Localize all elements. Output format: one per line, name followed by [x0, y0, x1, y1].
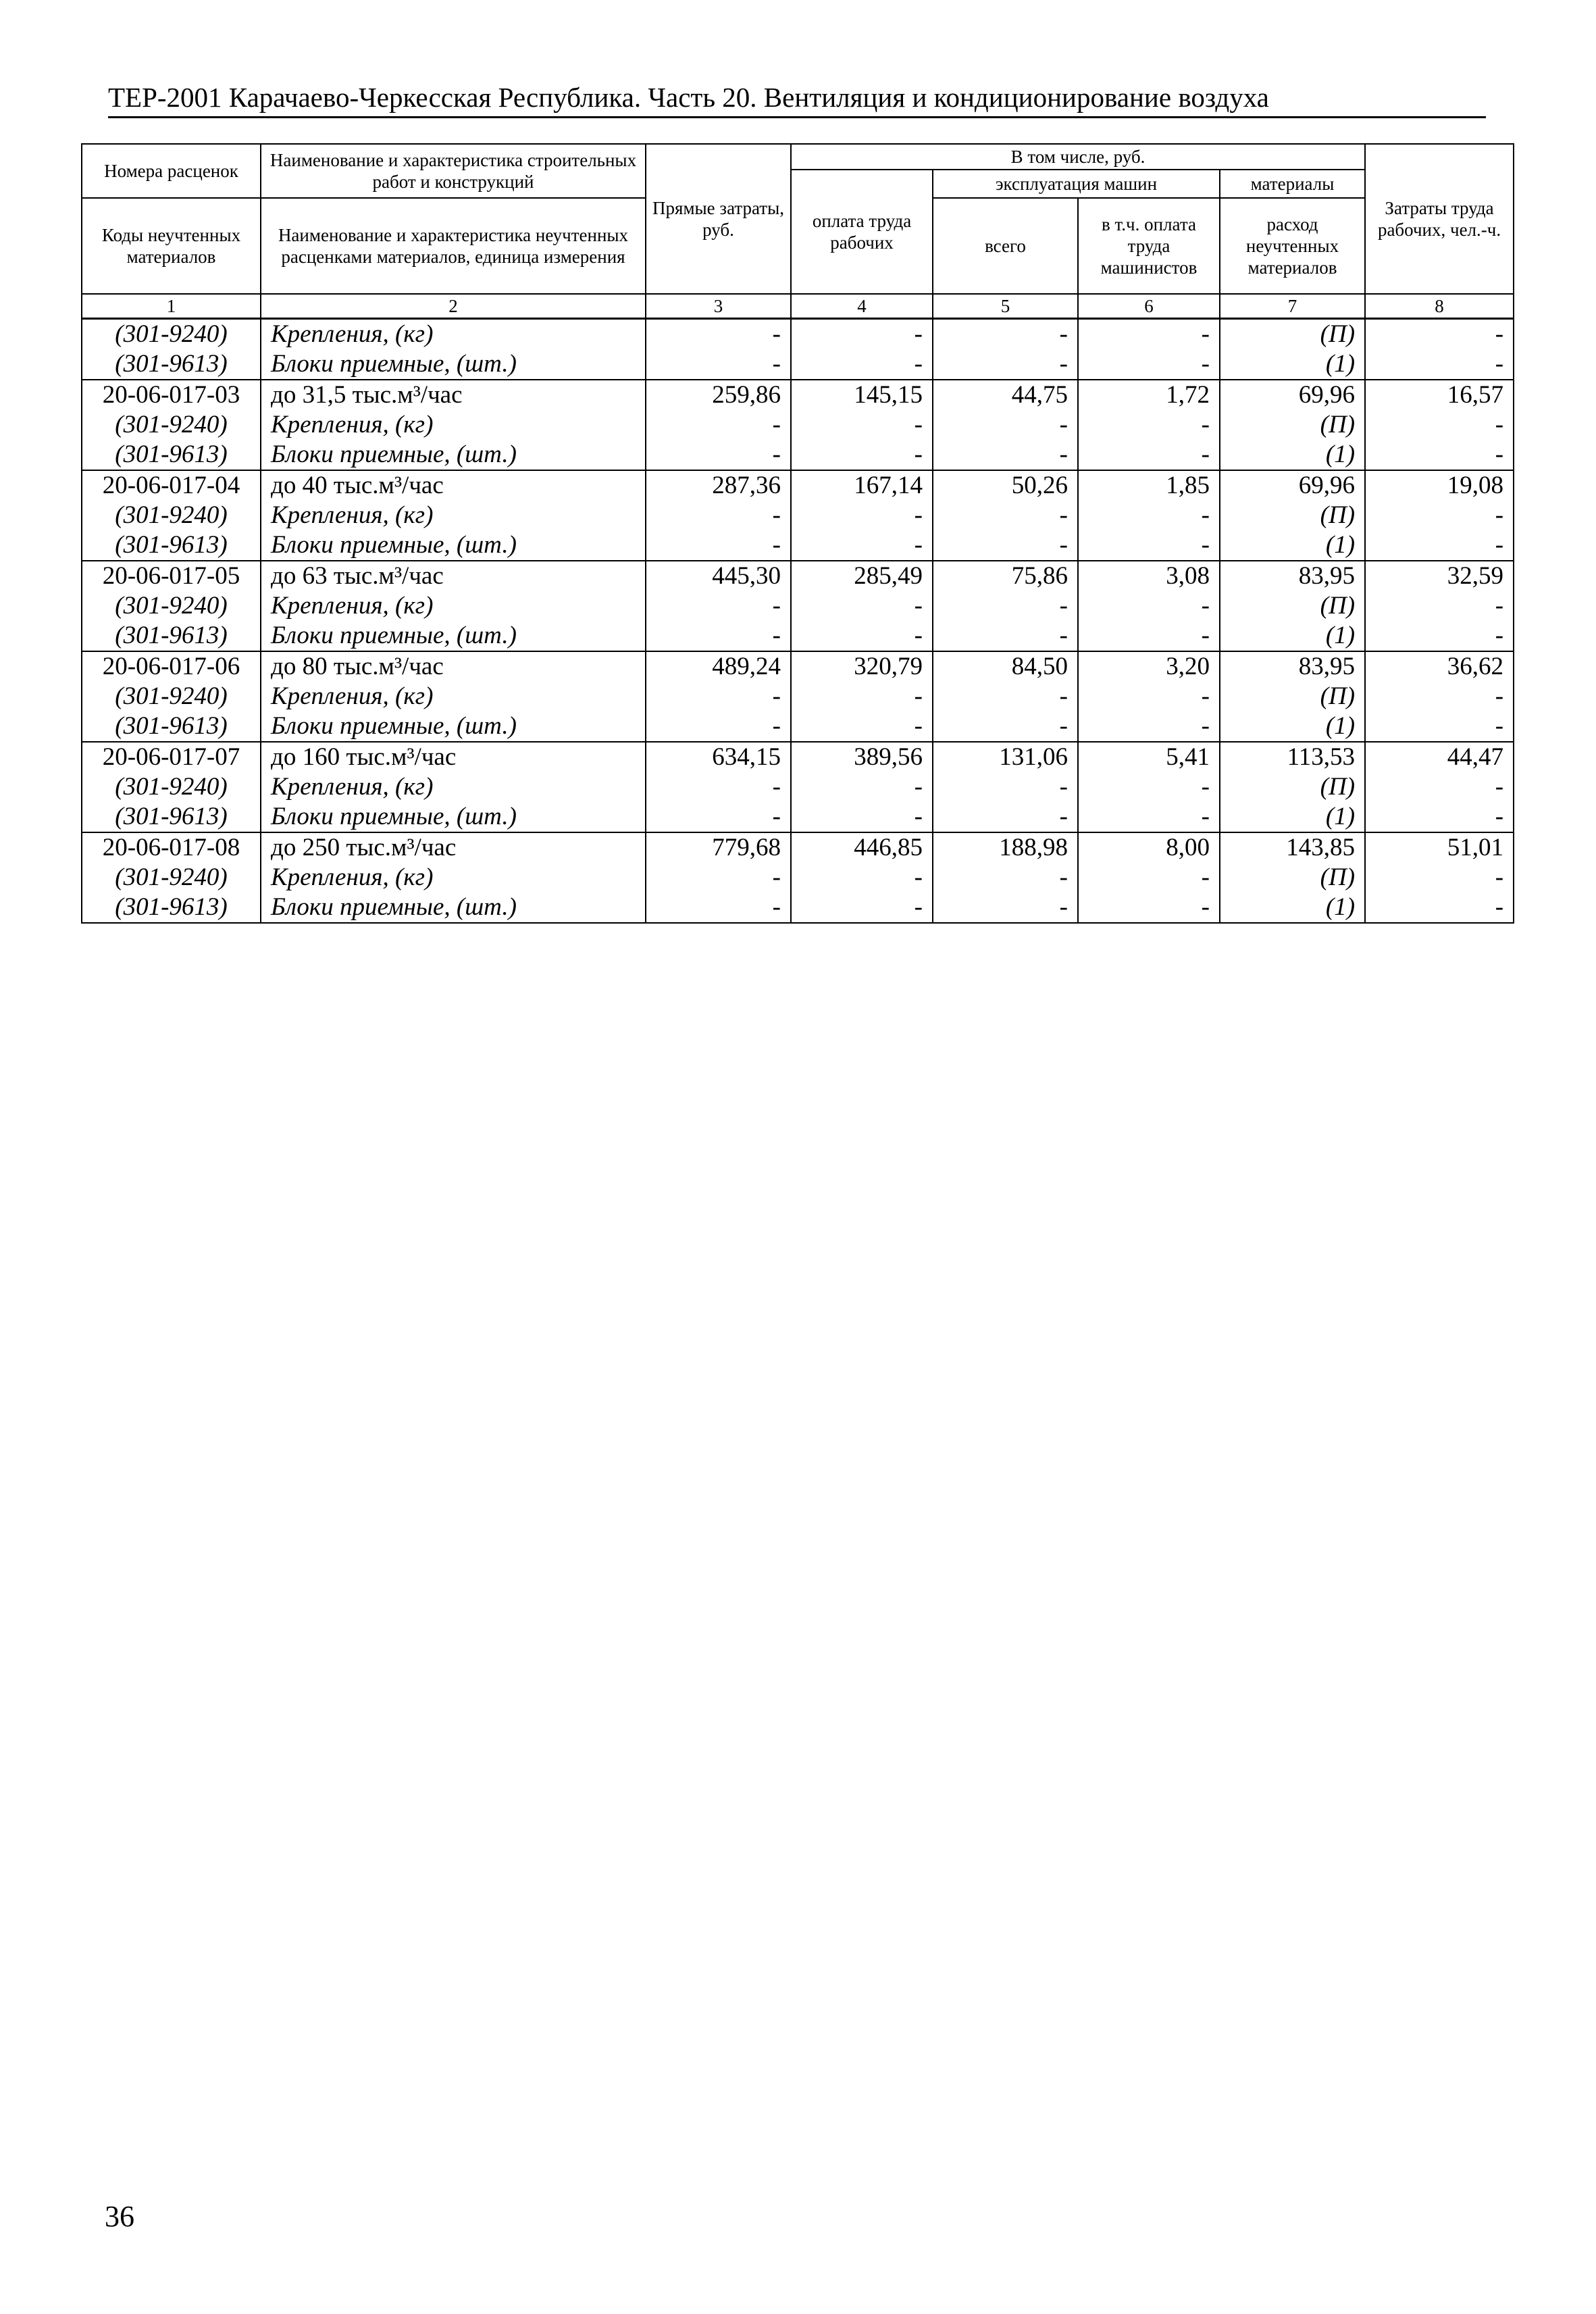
labor-hours-cell: - — [1365, 863, 1514, 892]
rate-code-cell: 20-06-017-06 — [82, 651, 261, 682]
labor-hours-cell: - — [1365, 682, 1514, 711]
direct-costs-cell: 287,36 — [646, 470, 791, 501]
labor-hours-cell: 51,01 — [1365, 832, 1514, 863]
labor-hours-cell: - — [1365, 711, 1514, 742]
column-number: 7 — [1220, 294, 1365, 319]
materials-cell: (1) — [1220, 349, 1365, 380]
materials-cell: (1) — [1220, 621, 1365, 651]
materials-cell: 83,95 — [1220, 651, 1365, 682]
rate-code-cell: (301-9613) — [82, 440, 261, 470]
direct-costs-cell: - — [646, 892, 791, 923]
machinist-pay-cell: - — [1078, 711, 1220, 742]
labor-hours-cell: - — [1365, 501, 1514, 530]
direct-costs-cell: - — [646, 349, 791, 380]
item-name-cell: Блоки приемные, (шт.) — [261, 440, 646, 470]
rate-code-cell: 20-06-017-03 — [82, 380, 261, 410]
rate-code-cell: (301-9613) — [82, 621, 261, 651]
item-name-cell: Блоки приемные, (шт.) — [261, 621, 646, 651]
table-row — [82, 772, 1514, 802]
rate-code-cell: (301-9240) — [82, 410, 261, 440]
column-number: 3 — [646, 294, 791, 319]
item-name-cell: Крепления, (кг) — [261, 501, 646, 530]
machine-ops-cell: 84,50 — [933, 651, 1078, 682]
rate-code-cell: (301-9613) — [82, 892, 261, 923]
machinist-pay-cell: - — [1078, 501, 1220, 530]
item-name-cell: Блоки приемные, (шт.) — [261, 892, 646, 923]
direct-costs-cell: - — [646, 863, 791, 892]
machine-ops-cell: 50,26 — [933, 470, 1078, 501]
item-name-cell: до 63 тыс.м³/час — [261, 561, 646, 591]
rate-code-cell: (301-9613) — [82, 530, 261, 561]
machinist-pay-cell: 3,20 — [1078, 651, 1220, 682]
direct-costs-cell: - — [646, 501, 791, 530]
table-row — [82, 470, 1514, 501]
machine-ops-cell: - — [933, 319, 1078, 350]
column-number: 5 — [933, 294, 1078, 319]
table-row — [82, 742, 1514, 772]
table-row — [82, 682, 1514, 711]
direct-costs-cell: - — [646, 530, 791, 561]
direct-costs-cell: - — [646, 440, 791, 470]
item-name-cell: Крепления, (кг) — [261, 591, 646, 621]
rate-code-cell: (301-9613) — [82, 349, 261, 380]
labor-hours-cell: - — [1365, 772, 1514, 802]
labor-pay-cell: - — [791, 802, 933, 832]
labor-pay-cell: - — [791, 319, 933, 350]
machine-ops-cell: - — [933, 410, 1078, 440]
materials-cell: (П) — [1220, 410, 1365, 440]
column-number: 8 — [1365, 294, 1514, 319]
labor-pay-cell: - — [791, 410, 933, 440]
table-row — [82, 410, 1514, 440]
machinist-pay-cell: - — [1078, 772, 1220, 802]
machinist-pay-cell: 3,08 — [1078, 561, 1220, 591]
labor-pay-cell: 446,85 — [791, 832, 933, 863]
labor-hours-cell: 32,59 — [1365, 561, 1514, 591]
column-number: 1 — [82, 294, 261, 319]
materials-cell: (П) — [1220, 319, 1365, 350]
rate-code-cell: (301-9240) — [82, 863, 261, 892]
machinist-pay-cell: - — [1078, 530, 1220, 561]
item-name-cell: до 40 тыс.м³/час — [261, 470, 646, 501]
materials-cell: (1) — [1220, 802, 1365, 832]
machine-ops-cell: - — [933, 621, 1078, 651]
header-machine-ops: эксплуатация машин — [933, 170, 1220, 198]
page-title: ТЕР-2001 Карачаево-Черкесская Республика. Часть 20. Вентиляция и кондиционирование воздуха — [108, 82, 1269, 113]
item-name-cell: Крепления, (кг) — [261, 682, 646, 711]
header-labor-pay: оплата труда рабочих — [791, 170, 933, 294]
machine-ops-cell: - — [933, 530, 1078, 561]
machinist-pay-cell: - — [1078, 319, 1220, 350]
direct-costs-cell: - — [646, 802, 791, 832]
item-name-cell: Крепления, (кг) — [261, 772, 646, 802]
header-materials: материалы — [1220, 170, 1365, 198]
header-machine-total: всего — [933, 198, 1078, 294]
labor-hours-cell: 16,57 — [1365, 380, 1514, 410]
header-including: В том числе, руб. — [791, 144, 1365, 170]
machine-ops-cell: 131,06 — [933, 742, 1078, 772]
rate-code-cell: (301-9240) — [82, 319, 261, 350]
rate-code-cell: 20-06-017-07 — [82, 742, 261, 772]
direct-costs-cell: - — [646, 621, 791, 651]
labor-hours-cell: - — [1365, 892, 1514, 923]
labor-hours-cell: - — [1365, 319, 1514, 350]
rate-code-cell: 20-06-017-04 — [82, 470, 261, 501]
labor-pay-cell: 320,79 — [791, 651, 933, 682]
header-machinist-pay: в т.ч. оплата труда машинистов — [1078, 198, 1220, 294]
materials-cell: (П) — [1220, 501, 1365, 530]
labor-hours-cell: - — [1365, 621, 1514, 651]
rate-code-cell: (301-9613) — [82, 711, 261, 742]
table-row — [82, 802, 1514, 832]
header-material-use: расход неучтенных материалов — [1220, 198, 1365, 294]
materials-cell: (П) — [1220, 772, 1365, 802]
header-rate-numbers: Номера расценок — [82, 144, 261, 198]
labor-pay-cell: - — [791, 440, 933, 470]
materials-cell: (П) — [1220, 591, 1365, 621]
item-name-cell: до 31,5 тыс.м³/час — [261, 380, 646, 410]
direct-costs-cell: - — [646, 319, 791, 350]
direct-costs-cell: - — [646, 591, 791, 621]
materials-cell: (1) — [1220, 711, 1365, 742]
machine-ops-cell: - — [933, 772, 1078, 802]
header-work-name: Наименование и характеристика строительных работ и конструкций — [261, 144, 646, 198]
machinist-pay-cell: - — [1078, 349, 1220, 380]
labor-hours-cell: 36,62 — [1365, 651, 1514, 682]
rate-code-cell: 20-06-017-08 — [82, 832, 261, 863]
rate-code-cell: 20-06-017-05 — [82, 561, 261, 591]
machine-ops-cell: 188,98 — [933, 832, 1078, 863]
rate-code-cell: (301-9240) — [82, 682, 261, 711]
labor-pay-cell: - — [791, 501, 933, 530]
table-row — [82, 892, 1514, 923]
materials-cell: (П) — [1220, 682, 1365, 711]
rate-code-cell: (301-9613) — [82, 802, 261, 832]
labor-pay-cell: - — [791, 530, 933, 561]
item-name-cell: Крепления, (кг) — [261, 319, 646, 350]
machine-ops-cell: - — [933, 892, 1078, 923]
machinist-pay-cell: - — [1078, 892, 1220, 923]
machine-ops-cell: - — [933, 501, 1078, 530]
item-name-cell: до 250 тыс.м³/час — [261, 832, 646, 863]
rate-code-cell: (301-9240) — [82, 772, 261, 802]
table-row — [82, 621, 1514, 651]
labor-pay-cell: - — [791, 349, 933, 380]
labor-pay-cell: 167,14 — [791, 470, 933, 501]
machinist-pay-cell: - — [1078, 802, 1220, 832]
direct-costs-cell: 634,15 — [646, 742, 791, 772]
materials-cell: 69,96 — [1220, 380, 1365, 410]
header-material-name: Наименование и характеристика неучтенных расценками материалов, единица измерения — [261, 198, 646, 294]
machine-ops-cell: - — [933, 802, 1078, 832]
machinist-pay-cell: - — [1078, 440, 1220, 470]
labor-pay-cell: 285,49 — [791, 561, 933, 591]
machinist-pay-cell: - — [1078, 863, 1220, 892]
labor-hours-cell: - — [1365, 530, 1514, 561]
table-row — [82, 440, 1514, 470]
machine-ops-cell: - — [933, 591, 1078, 621]
labor-pay-cell: - — [791, 711, 933, 742]
materials-cell: (П) — [1220, 863, 1365, 892]
labor-pay-cell: 145,15 — [791, 380, 933, 410]
table-row — [82, 319, 1514, 350]
machinist-pay-cell: 1,72 — [1078, 380, 1220, 410]
machinist-pay-cell: 8,00 — [1078, 832, 1220, 863]
materials-cell: 113,53 — [1220, 742, 1365, 772]
table-row — [82, 530, 1514, 561]
column-number: 4 — [791, 294, 933, 319]
item-name-cell: Блоки приемные, (шт.) — [261, 802, 646, 832]
machinist-pay-cell: 1,85 — [1078, 470, 1220, 501]
labor-pay-cell: - — [791, 591, 933, 621]
machinist-pay-cell: - — [1078, 682, 1220, 711]
direct-costs-cell: - — [646, 410, 791, 440]
table-row — [82, 380, 1514, 410]
direct-costs-cell: 779,68 — [646, 832, 791, 863]
machinist-pay-cell: - — [1078, 591, 1220, 621]
labor-hours-cell: - — [1365, 349, 1514, 380]
direct-costs-cell: 259,86 — [646, 380, 791, 410]
machine-ops-cell: 44,75 — [933, 380, 1078, 410]
column-number: 6 — [1078, 294, 1220, 319]
table-row — [82, 863, 1514, 892]
table-row — [82, 561, 1514, 591]
item-name-cell: Блоки приемные, (шт.) — [261, 711, 646, 742]
rate-code-cell: (301-9240) — [82, 591, 261, 621]
machine-ops-cell: - — [933, 863, 1078, 892]
rates-table — [81, 143, 1514, 924]
labor-pay-cell: - — [791, 892, 933, 923]
labor-pay-cell: - — [791, 772, 933, 802]
labor-hours-cell: - — [1365, 591, 1514, 621]
materials-cell: (1) — [1220, 892, 1365, 923]
labor-pay-cell: - — [791, 682, 933, 711]
page-number: 36 — [105, 2200, 134, 2233]
machine-ops-cell: - — [933, 440, 1078, 470]
labor-hours-cell: - — [1365, 410, 1514, 440]
labor-pay-cell: - — [791, 863, 933, 892]
header-rate-codes: Коды неучтенных материалов — [82, 198, 261, 294]
machinist-pay-cell: 5,41 — [1078, 742, 1220, 772]
labor-hours-cell: - — [1365, 802, 1514, 832]
item-name-cell: Блоки приемные, (шт.) — [261, 530, 646, 561]
machine-ops-cell: - — [933, 682, 1078, 711]
labor-hours-cell: 44,47 — [1365, 742, 1514, 772]
table-row — [82, 651, 1514, 682]
machine-ops-cell: - — [933, 349, 1078, 380]
item-name-cell: до 80 тыс.м³/час — [261, 651, 646, 682]
table-row — [82, 501, 1514, 530]
direct-costs-cell: 489,24 — [646, 651, 791, 682]
labor-pay-cell: - — [791, 621, 933, 651]
title-rule — [108, 116, 1486, 118]
materials-cell: (1) — [1220, 440, 1365, 470]
table-row — [82, 832, 1514, 863]
materials-cell: (1) — [1220, 530, 1365, 561]
rate-code-cell: (301-9240) — [82, 501, 261, 530]
direct-costs-cell: - — [646, 711, 791, 742]
labor-pay-cell: 389,56 — [791, 742, 933, 772]
header-labor-hours: Затраты труда рабочих, чел.-ч. — [1365, 144, 1514, 294]
machine-ops-cell: 75,86 — [933, 561, 1078, 591]
table-row — [82, 711, 1514, 742]
table-row — [82, 349, 1514, 380]
labor-hours-cell: 19,08 — [1365, 470, 1514, 501]
item-name-cell: Крепления, (кг) — [261, 863, 646, 892]
direct-costs-cell: 445,30 — [646, 561, 791, 591]
item-name-cell: Крепления, (кг) — [261, 410, 646, 440]
labor-hours-cell: - — [1365, 440, 1514, 470]
item-name-cell: Блоки приемные, (шт.) — [261, 349, 646, 380]
column-number: 2 — [261, 294, 646, 319]
machine-ops-cell: - — [933, 711, 1078, 742]
materials-cell: 143,85 — [1220, 832, 1365, 863]
direct-costs-cell: - — [646, 682, 791, 711]
materials-cell: 69,96 — [1220, 470, 1365, 501]
machinist-pay-cell: - — [1078, 410, 1220, 440]
direct-costs-cell: - — [646, 772, 791, 802]
table-body — [82, 319, 1514, 924]
item-name-cell: до 160 тыс.м³/час — [261, 742, 646, 772]
materials-cell: 83,95 — [1220, 561, 1365, 591]
table-row — [82, 591, 1514, 621]
machinist-pay-cell: - — [1078, 621, 1220, 651]
header-direct-costs: Прямые затраты, руб. — [646, 144, 791, 294]
